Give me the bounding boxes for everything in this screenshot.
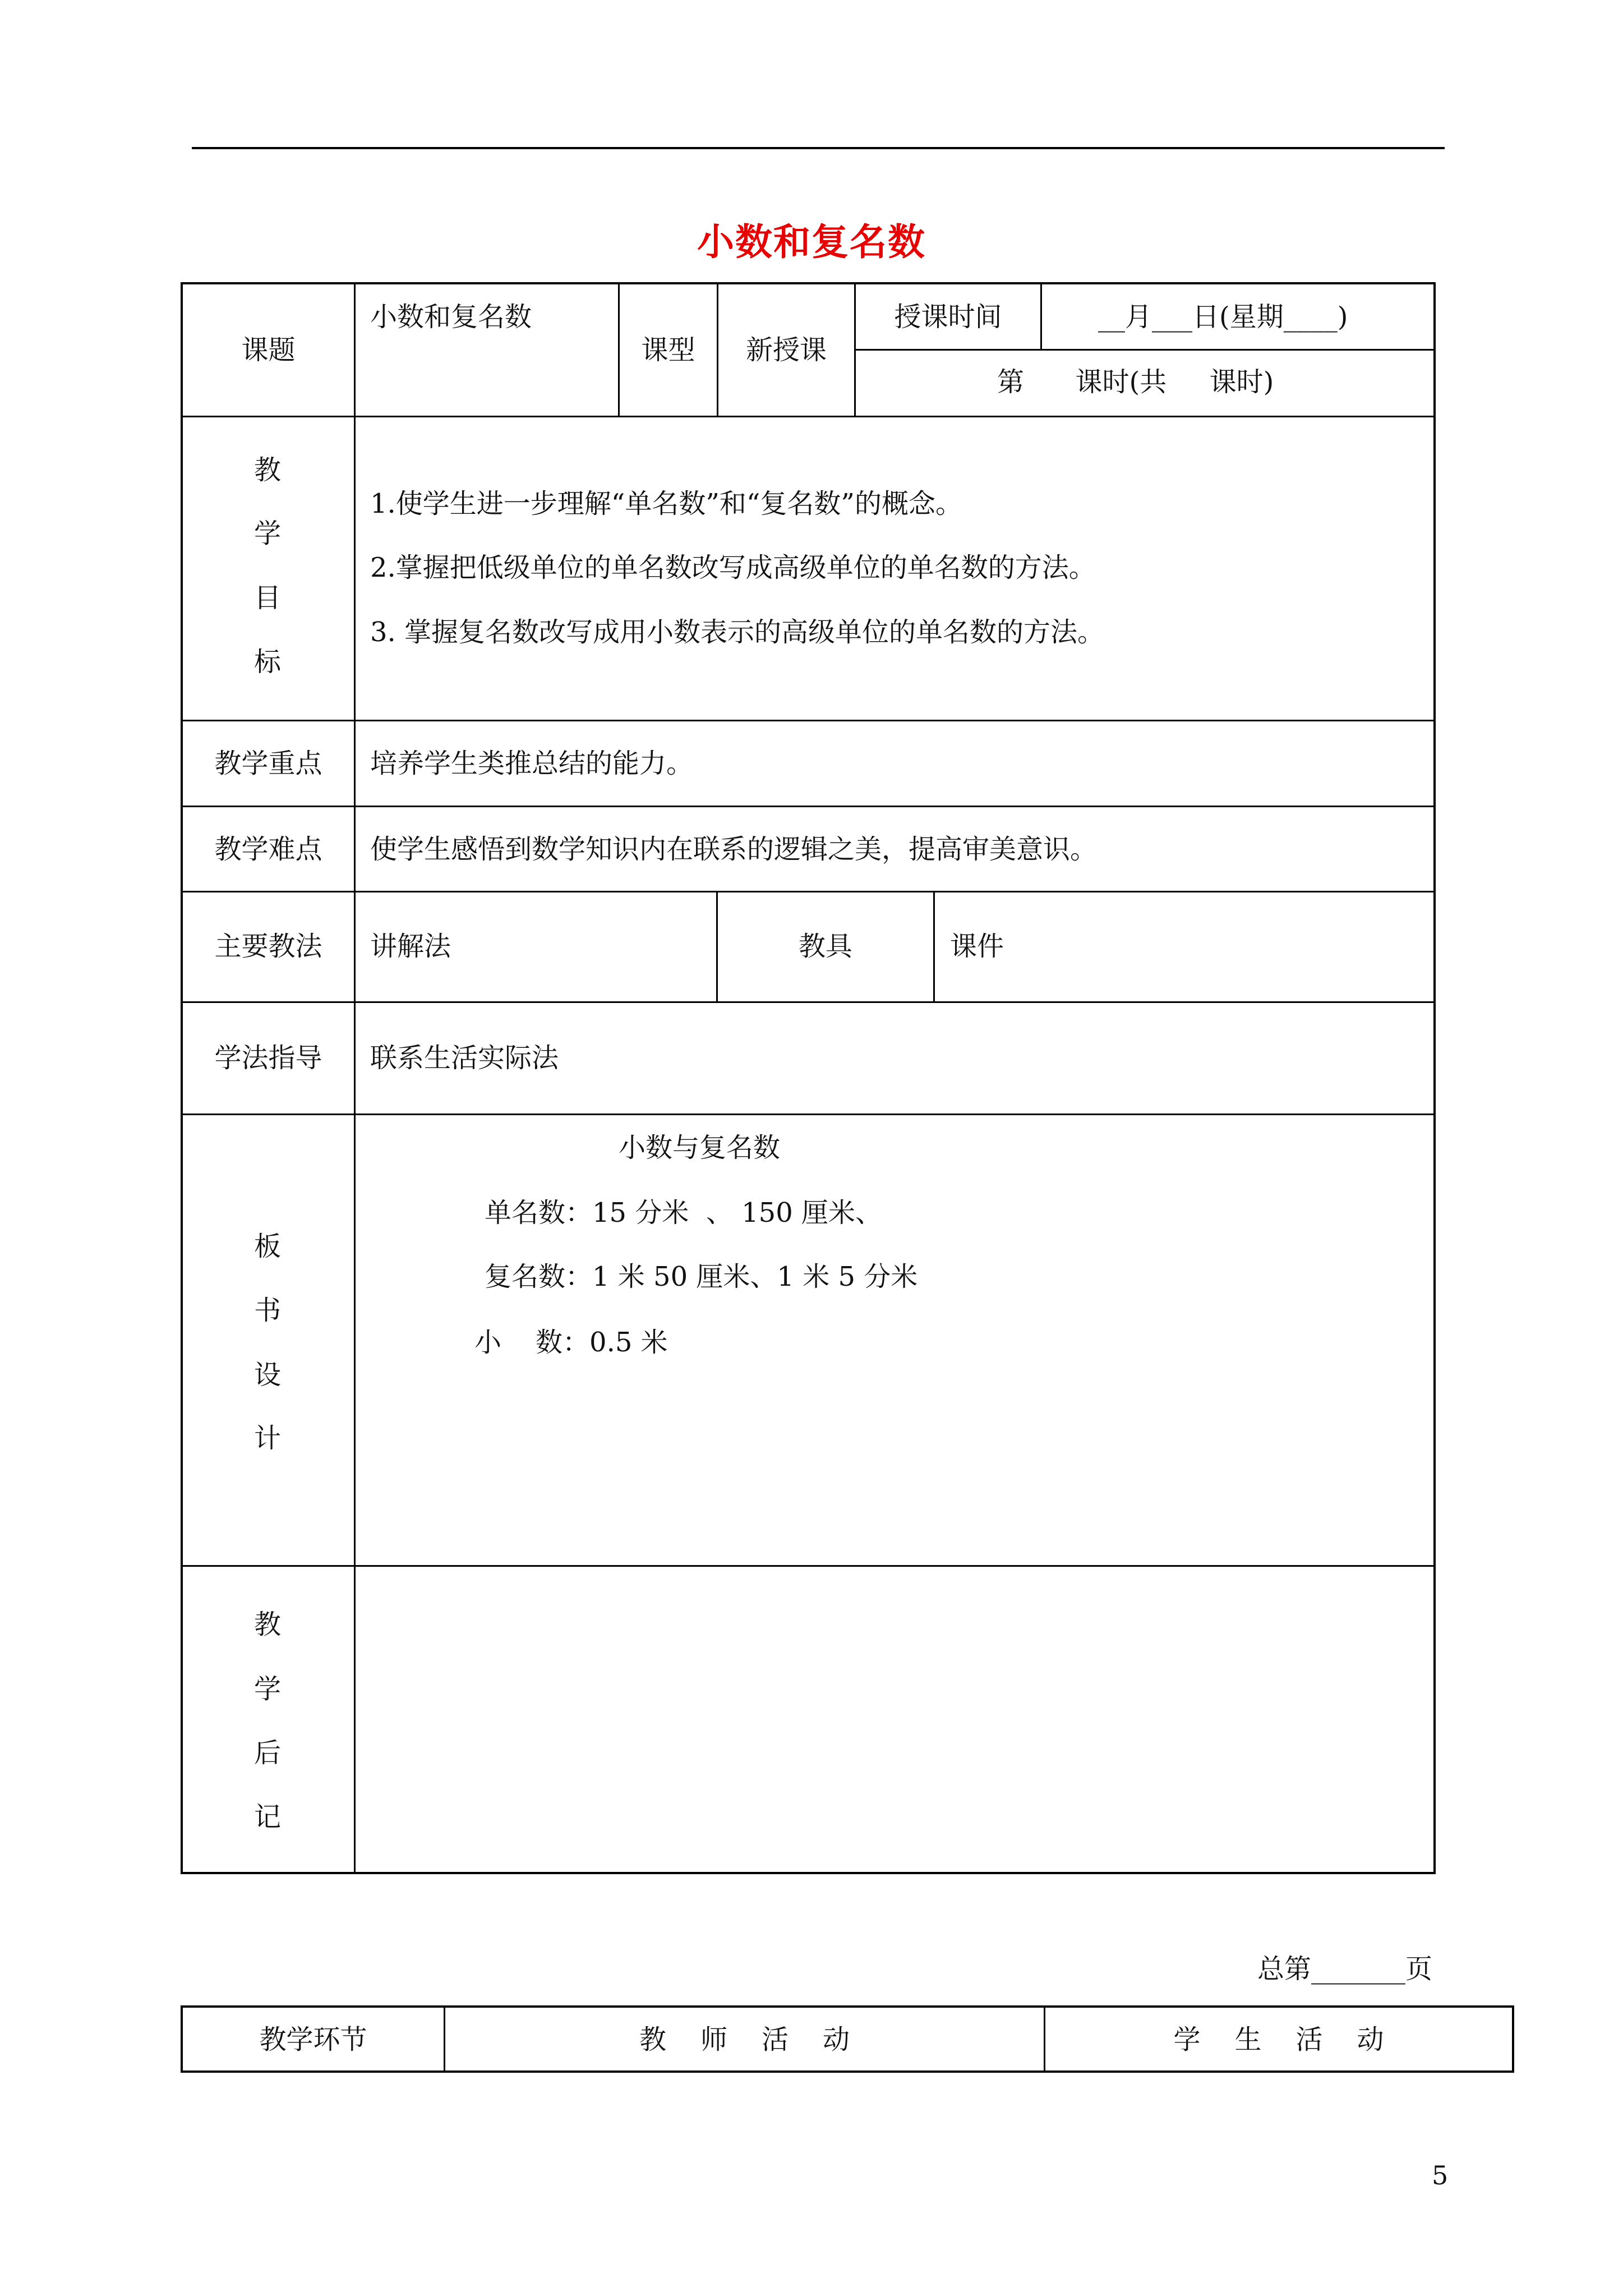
goal-item: 1.使学生进一步理解“单名数”和“复名数”的概念。 <box>370 488 962 519</box>
row-divider <box>181 1565 1436 1567</box>
table-border-top <box>181 282 1436 284</box>
board-line: 复名数：1 米 50 厘米、1 米 5 分米 <box>485 1261 918 1292</box>
board-label-char: 设 <box>253 1359 281 1391</box>
method-value: 讲解法 <box>370 931 451 962</box>
table-border-left <box>181 282 183 1874</box>
tools-value: 课件 <box>950 931 1004 962</box>
label-column-divider <box>354 282 356 1874</box>
board-line: 小 数：0.5 米 <box>474 1327 668 1358</box>
reflection-label-char: 学 <box>253 1673 281 1705</box>
period-value: 第 课时(共 课时) <box>997 366 1274 398</box>
goal-item: 3. 掌握复名数改写成用小数表示的高级单位的单名数的方法。 <box>370 616 1105 648</box>
date-value: __月___日(星期____) <box>1098 301 1348 333</box>
activity-table-bottom <box>181 2070 1514 2073</box>
reflection-label-char: 记 <box>253 1801 281 1833</box>
page-number: 5 <box>1432 2160 1449 2191</box>
goals-label-char: 学 <box>253 518 281 549</box>
row-divider <box>181 1114 1436 1115</box>
table-border-right <box>1433 282 1436 1874</box>
method-label: 主要教法 <box>214 931 322 962</box>
activity-col-teacher: 教 师 活 动 <box>639 2024 850 2055</box>
key-point-value: 培养学生类推总结的能力。 <box>370 748 694 779</box>
page-title: 小数和复名数 <box>697 220 926 264</box>
study-value: 联系生活实际法 <box>370 1042 559 1074</box>
reflection-label-char: 教 <box>253 1609 281 1640</box>
activity-table-right <box>1512 2005 1514 2073</box>
board-label-char: 计 <box>253 1423 281 1454</box>
board-label-char: 书 <box>253 1295 281 1326</box>
row-divider <box>181 720 1436 721</box>
key-point-label: 教学重点 <box>214 748 322 779</box>
study-label: 学法指导 <box>214 1042 322 1074</box>
difficulty-value: 使学生感悟到数学知识内在联系的逻辑之美，提高审美意识。 <box>370 834 1098 865</box>
type-label: 课型 <box>641 334 695 366</box>
topic-value: 小数和复名数 <box>370 301 532 333</box>
goals-label-char: 目 <box>253 582 281 614</box>
row-divider <box>181 806 1436 807</box>
activity-col-stage: 教学环节 <box>259 2024 367 2055</box>
method-divider <box>933 891 935 1002</box>
tools-label: 教具 <box>798 931 852 962</box>
board-heading: 小数与复名数 <box>619 1132 781 1163</box>
activity-col-student: 学 生 活 动 <box>1173 2024 1384 2055</box>
board-line: 单名数：15 分米 、 150 厘米、 <box>485 1197 882 1228</box>
topic-label: 课题 <box>241 334 296 366</box>
difficulty-label: 教学难点 <box>214 834 322 865</box>
reflection-label-char: 后 <box>253 1737 281 1769</box>
row-divider <box>181 416 1436 417</box>
header-divider <box>854 349 1436 351</box>
row-divider <box>181 891 1436 892</box>
header-divider <box>1040 282 1042 351</box>
board-label-char: 板 <box>253 1231 281 1262</box>
page-total: 总第_______页 <box>1257 1953 1433 1985</box>
activity-table-top <box>181 2005 1514 2008</box>
row-divider <box>181 1001 1436 1003</box>
table-border-bottom <box>181 1872 1436 1874</box>
goal-item: 2.掌握把低级单位的单名数改写成高级单位的单名数的方法。 <box>370 552 1096 583</box>
goals-label-char: 标 <box>253 646 281 678</box>
type-value: 新授课 <box>745 334 827 366</box>
goals-label-char: 教 <box>253 454 281 486</box>
time-label: 授课时间 <box>894 301 1002 333</box>
header-rule <box>192 147 1445 149</box>
